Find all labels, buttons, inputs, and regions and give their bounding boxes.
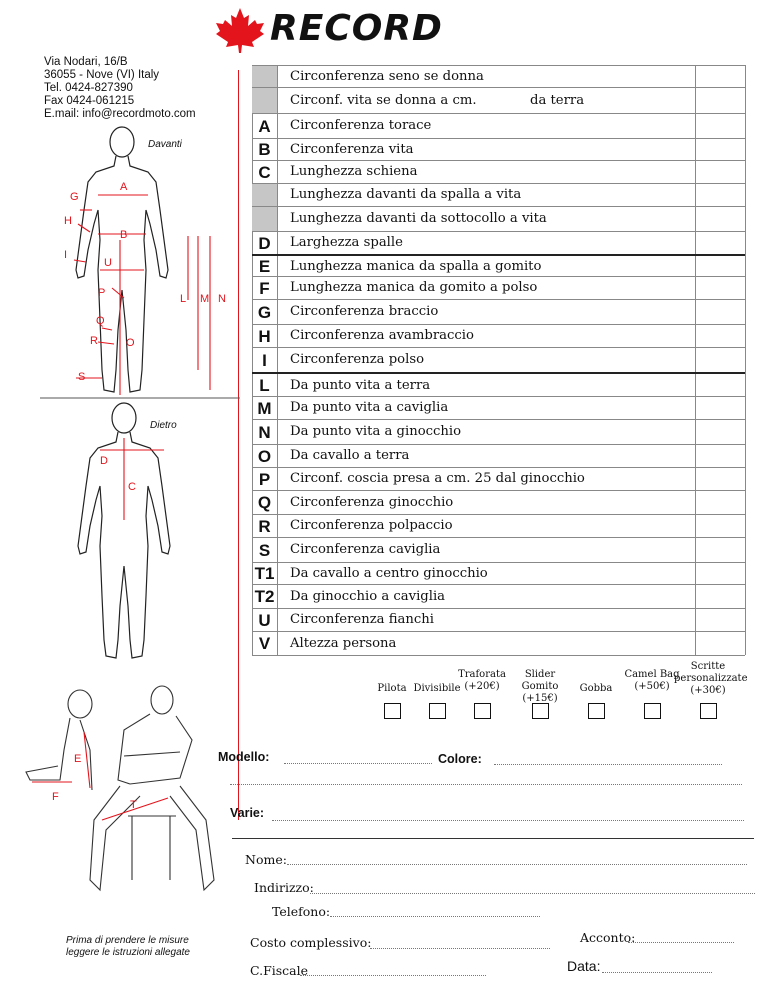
option-label xyxy=(674,661,748,697)
letter-M: M xyxy=(200,293,210,305)
option-price: (+30€) xyxy=(690,685,726,696)
nome-field[interactable] xyxy=(287,864,747,865)
measurement-row xyxy=(252,631,745,656)
measurement-label: Circonferenza polso xyxy=(290,352,425,367)
extra-line[interactable] xyxy=(230,784,742,785)
measurement-label: Circonf. vita se donna a cm. xyxy=(290,92,477,108)
measurement-code: E xyxy=(258,257,271,276)
modello-field[interactable] xyxy=(284,763,432,764)
measurement-code: D xyxy=(258,233,271,253)
letter-B: B xyxy=(120,229,128,241)
measurement-row xyxy=(252,160,745,184)
address-line-1: Via Nodari, 16/B xyxy=(44,56,128,68)
measurement-row xyxy=(252,608,745,632)
letter-U: U xyxy=(104,257,112,269)
address-line-3: Tel. 0424-827390 xyxy=(44,82,133,94)
body-diagram xyxy=(40,120,240,660)
measurement-extra: da terra xyxy=(530,92,585,108)
option-checkbox[interactable] xyxy=(588,703,605,719)
measurement-value-cell[interactable] xyxy=(696,184,744,207)
modello-label: Modello: xyxy=(218,750,270,764)
cfiscale-label: C.Fiscale xyxy=(250,963,309,978)
measurement-row xyxy=(252,183,745,207)
measurement-row xyxy=(252,254,745,278)
letter-L: L xyxy=(180,293,187,305)
measurement-value-cell[interactable] xyxy=(696,515,744,538)
measurement-label: Da cavallo a centro ginocchio xyxy=(290,565,488,581)
table-grid-line xyxy=(745,65,746,655)
measurement-value-cell[interactable] xyxy=(696,277,744,300)
letter-N: N xyxy=(218,293,226,305)
measurement-label: Lunghezza schiena xyxy=(290,164,418,179)
measurement-code: F xyxy=(259,278,270,298)
option-checkbox[interactable] xyxy=(644,703,661,719)
measurement-row xyxy=(252,490,745,515)
measurement-value-cell[interactable] xyxy=(696,161,744,184)
address-line-5: E.mail: info@recordmoto.com xyxy=(44,108,196,120)
letter-E: E xyxy=(74,753,82,765)
measurement-value-cell[interactable] xyxy=(696,139,744,161)
measurement-value-cell[interactable] xyxy=(696,563,744,585)
acconto-field[interactable] xyxy=(628,942,734,943)
indirizzo-field[interactable] xyxy=(310,893,755,894)
nome-label: Nome: xyxy=(245,852,287,867)
letter-A: A xyxy=(120,181,128,193)
measurement-row xyxy=(252,113,745,139)
measurement-label: Altezza persona xyxy=(290,635,397,651)
data-field[interactable] xyxy=(602,972,712,973)
measurement-row xyxy=(252,87,745,114)
measurement-code: G xyxy=(257,302,272,322)
measurement-code: B xyxy=(258,140,271,159)
measurement-code: Q xyxy=(257,493,272,512)
measurement-value-cell[interactable] xyxy=(696,585,744,609)
measurement-row xyxy=(252,396,745,420)
colore-label: Colore: xyxy=(438,752,482,766)
measurement-label: Circonferenza ginocchio xyxy=(290,494,454,510)
measurement-row xyxy=(252,347,745,373)
measurement-label: Circonferenza caviglia xyxy=(290,542,441,557)
measurement-code: I xyxy=(262,350,267,370)
measurement-code: M xyxy=(257,398,272,418)
letter-I: I xyxy=(64,249,68,261)
measurement-label: Da cavallo a terra xyxy=(290,448,410,463)
brand-logo-text: RECORD xyxy=(270,8,443,49)
measurement-value-cell[interactable] xyxy=(696,420,744,445)
measurement-row xyxy=(252,65,745,88)
acconto-label: Acconto: xyxy=(580,930,636,945)
measurement-value-cell[interactable] xyxy=(696,374,744,398)
measurement-value-cell[interactable] xyxy=(696,609,744,632)
measurement-row xyxy=(252,467,745,491)
measurement-code: P xyxy=(258,469,271,489)
measurement-code: N xyxy=(258,422,271,442)
measurement-label: Da punto vita a caviglia xyxy=(290,400,449,415)
measurement-value-cell[interactable] xyxy=(696,491,744,515)
address-line-4: Fax 0424-061215 xyxy=(44,95,135,107)
measurement-label: Circonf. coscia presa a cm. 25 dal ginocchio xyxy=(290,471,585,486)
option-price: (+15€) xyxy=(522,693,558,704)
telefono-field[interactable] xyxy=(330,916,540,917)
measurement-value-cell[interactable] xyxy=(696,207,744,232)
letter-D: D xyxy=(100,455,108,467)
option-price: (+50€) xyxy=(634,681,670,692)
measurement-row xyxy=(252,514,745,538)
measurement-value-cell[interactable] xyxy=(696,300,744,325)
divider-line xyxy=(232,838,754,839)
measurement-value-cell[interactable] xyxy=(696,632,744,656)
front-figure xyxy=(76,127,168,392)
measurement-label: Lunghezza davanti da sottocollo a vita xyxy=(290,211,547,226)
measurement-code: T2 xyxy=(254,587,275,606)
letter-F: F xyxy=(52,791,59,803)
measurement-code: T1 xyxy=(254,564,275,583)
option-name: Camel Bag xyxy=(624,669,680,680)
varie-label: Varie: xyxy=(230,806,265,820)
letter-T: T xyxy=(130,799,137,811)
instructions-note: Prima di prendere le misure leggere le istruzioni allegate xyxy=(66,935,190,958)
option-name: Scritte personalizzate xyxy=(674,661,748,684)
data-label: Data: xyxy=(567,958,601,974)
measurement-code: V xyxy=(258,634,271,653)
measurement-value-cell[interactable] xyxy=(696,256,744,278)
cfiscale-field[interactable] xyxy=(300,975,486,976)
indirizzo-label: Indirizzo: xyxy=(254,880,314,895)
measurement-value-cell[interactable] xyxy=(696,348,744,373)
option-checkbox[interactable] xyxy=(474,703,491,719)
measurement-label: Da ginocchio a caviglia xyxy=(290,588,446,604)
letter-R: R xyxy=(90,335,98,347)
option-checkbox[interactable] xyxy=(429,703,446,719)
option-name: Slider Gomito xyxy=(521,669,559,692)
measurement-value-cell[interactable] xyxy=(696,114,744,139)
option-checkbox[interactable] xyxy=(532,703,549,719)
measurement-label: Circonferenza polpaccio xyxy=(290,518,453,533)
measurement-row xyxy=(252,206,745,232)
letter-G: G xyxy=(70,191,79,203)
colore-field[interactable] xyxy=(494,764,722,765)
measurement-label: Lunghezza manica da spalla a gomito xyxy=(290,258,542,274)
measurement-value-cell[interactable] xyxy=(696,88,744,114)
measurement-code: U xyxy=(258,610,271,630)
measurement-row xyxy=(252,299,745,325)
option-price: (+20€) xyxy=(464,681,500,692)
option-name: Pilota xyxy=(377,683,407,694)
address-line-2: 36055 - Nove (VI) Italy xyxy=(44,69,160,81)
measurement-row xyxy=(252,276,745,300)
measurement-row xyxy=(252,444,745,468)
measurement-label: Circonferenza torace xyxy=(290,118,432,133)
letter-S: S xyxy=(78,371,86,383)
costo-field[interactable] xyxy=(370,948,550,949)
measurement-value-cell[interactable] xyxy=(696,397,744,420)
measurement-row xyxy=(252,584,745,609)
measurement-label: Circonferenza seno se donna xyxy=(290,68,484,84)
measurement-row xyxy=(252,138,745,161)
measurement-table xyxy=(252,65,745,655)
measurement-value-cell[interactable] xyxy=(696,468,744,491)
costo-label: Costo complessivo: xyxy=(250,935,372,950)
measurement-code: L xyxy=(259,376,270,395)
measurement-label: Da punto vita a ginocchio xyxy=(290,424,462,439)
telefono-label: Telefono: xyxy=(272,904,331,919)
measurement-code: C xyxy=(258,162,271,182)
seated-diagram xyxy=(20,680,240,920)
measurement-row xyxy=(252,419,745,445)
letter-H: H xyxy=(64,215,72,227)
measurement-code: O xyxy=(257,446,272,466)
measurement-code: H xyxy=(258,326,271,346)
letter-O: O xyxy=(126,337,135,349)
letter-C: C xyxy=(128,481,136,493)
measurement-label: Circonferenza fianchi xyxy=(290,612,434,627)
measurement-code: S xyxy=(258,540,271,560)
measurement-row xyxy=(252,372,745,398)
measurement-row xyxy=(252,537,745,563)
option-checkbox[interactable] xyxy=(700,703,717,719)
measurement-value-cell[interactable] xyxy=(696,538,744,563)
measurement-value-cell[interactable] xyxy=(696,232,744,255)
back-label: Dietro xyxy=(150,420,177,431)
measurement-code: R xyxy=(258,516,271,536)
measurement-label: Larghezza spalle xyxy=(290,235,403,250)
measurement-row xyxy=(252,231,745,255)
option-name: Divisibile xyxy=(413,683,461,694)
measurement-value-cell[interactable] xyxy=(696,325,744,348)
option-name: Gobba xyxy=(579,683,613,694)
maple-leaf-icon xyxy=(214,6,266,54)
measurement-row xyxy=(252,324,745,348)
measurement-label: Da punto vita a terra xyxy=(290,377,431,393)
measurement-label: Lunghezza manica da gomito a polso xyxy=(290,280,538,295)
letter-P: P xyxy=(98,287,106,299)
measurement-label: Lunghezza davanti da spalla a vita xyxy=(290,187,522,202)
measurement-label: Circonferenza vita xyxy=(290,141,414,157)
varie-field[interactable] xyxy=(272,820,744,821)
measurement-value-cell[interactable] xyxy=(696,445,744,468)
table-bottom-line xyxy=(252,655,745,656)
front-label: Davanti xyxy=(148,139,182,150)
letter-Q: Q xyxy=(96,315,105,327)
option-checkbox[interactable] xyxy=(384,703,401,719)
measurement-value-cell[interactable] xyxy=(696,66,744,88)
measurement-label: Circonferenza avambraccio xyxy=(290,328,474,343)
options-row xyxy=(370,661,760,725)
measurement-label: Circonferenza braccio xyxy=(290,304,439,319)
measurement-row xyxy=(252,562,745,585)
measurement-code: A xyxy=(258,116,271,136)
option-name: Traforata xyxy=(458,669,506,680)
